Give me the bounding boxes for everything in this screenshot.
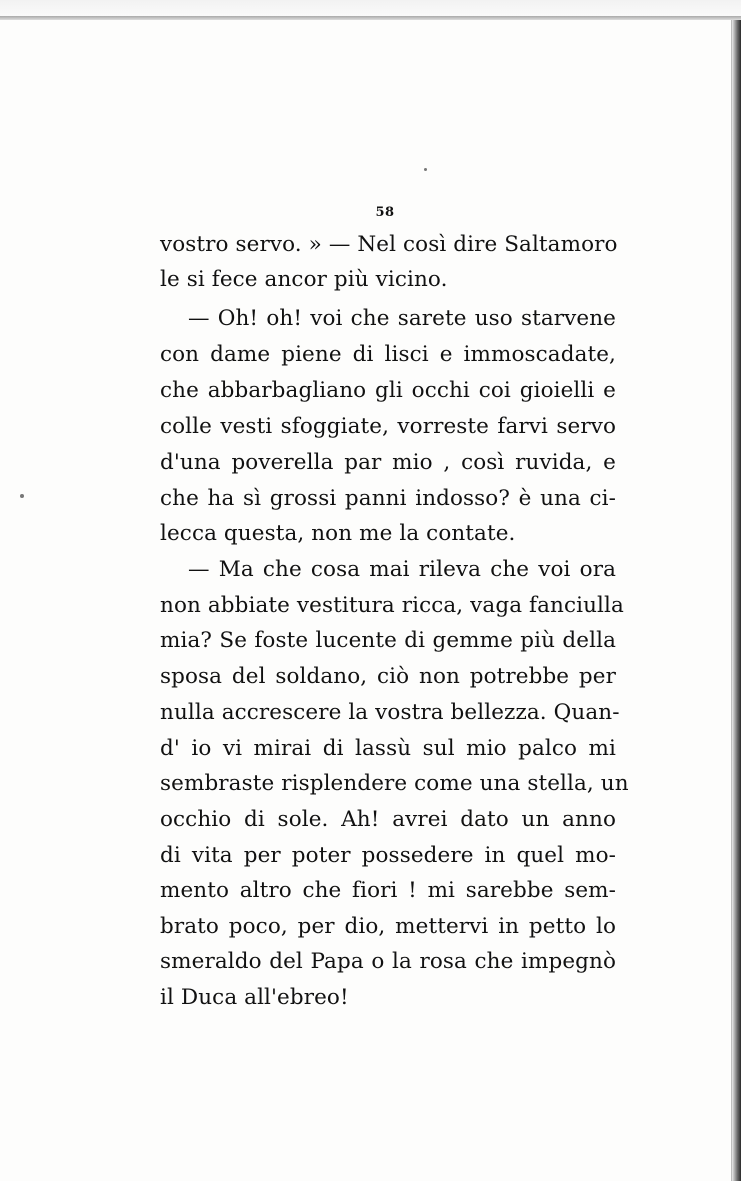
page-right-edge-shadow [732,20,741,1181]
text-line: nulla accrescere la vostra bellezza. Quan- [160,700,620,725]
text-line: occhio di sole. Ah! avrei dato un anno [160,807,616,832]
page-right-edge-line [731,20,732,1181]
text-line: — Ma che cosa mai rileva che voi ora [188,557,616,582]
text-line: sposa del soldano, ciò non potrebbe per [160,664,616,689]
text-line: non abbiate vestitura ricca, vaga fanciulla [160,593,624,618]
page-top-edge [0,16,741,20]
text-line: che abbarbagliano gli occhi coi gioielli e [160,378,616,403]
text-line: — Oh! oh! voi che sarete uso starvene [188,306,616,331]
text-line: d' io vi mirai di lassù sul mio palco mi [160,736,616,761]
text-line: d'una poverella par mio , così ruvida, e [160,450,616,475]
text-line: sembraste risplendere come una stella, un [160,771,629,796]
text-line: di vita per poter possedere in quel mo- [160,843,616,868]
paper-speck [424,168,427,171]
text-line: vostro servo. » — Nel così dire Saltamoro [160,232,618,257]
text-line: brato poco, per dio, mettervi in petto lo [160,914,616,939]
text-line: lecca questa, non me la contate. [160,521,516,546]
text-line: smeraldo del Papa o la rosa che impegnò [160,949,616,974]
text-line: colle vesti sfoggiate, vorreste farvi servo [160,414,616,439]
page-top-shade [0,0,741,16]
text-line: le si fece ancor più vicino. [160,267,448,292]
text-line: che ha sì grossi panni indosso? è una ci- [160,486,616,511]
page-number: 58 [375,205,395,220]
text-line: mento altro che fiori ! mi sarebbe sem- [160,878,616,903]
paper-speck [20,494,24,498]
text-line: con dame piene di lisci e immoscadate, [160,342,616,367]
text-line: il Duca all'ebreo! [160,985,349,1010]
text-line: mia? Se foste lucente di gemme più della [160,628,616,653]
